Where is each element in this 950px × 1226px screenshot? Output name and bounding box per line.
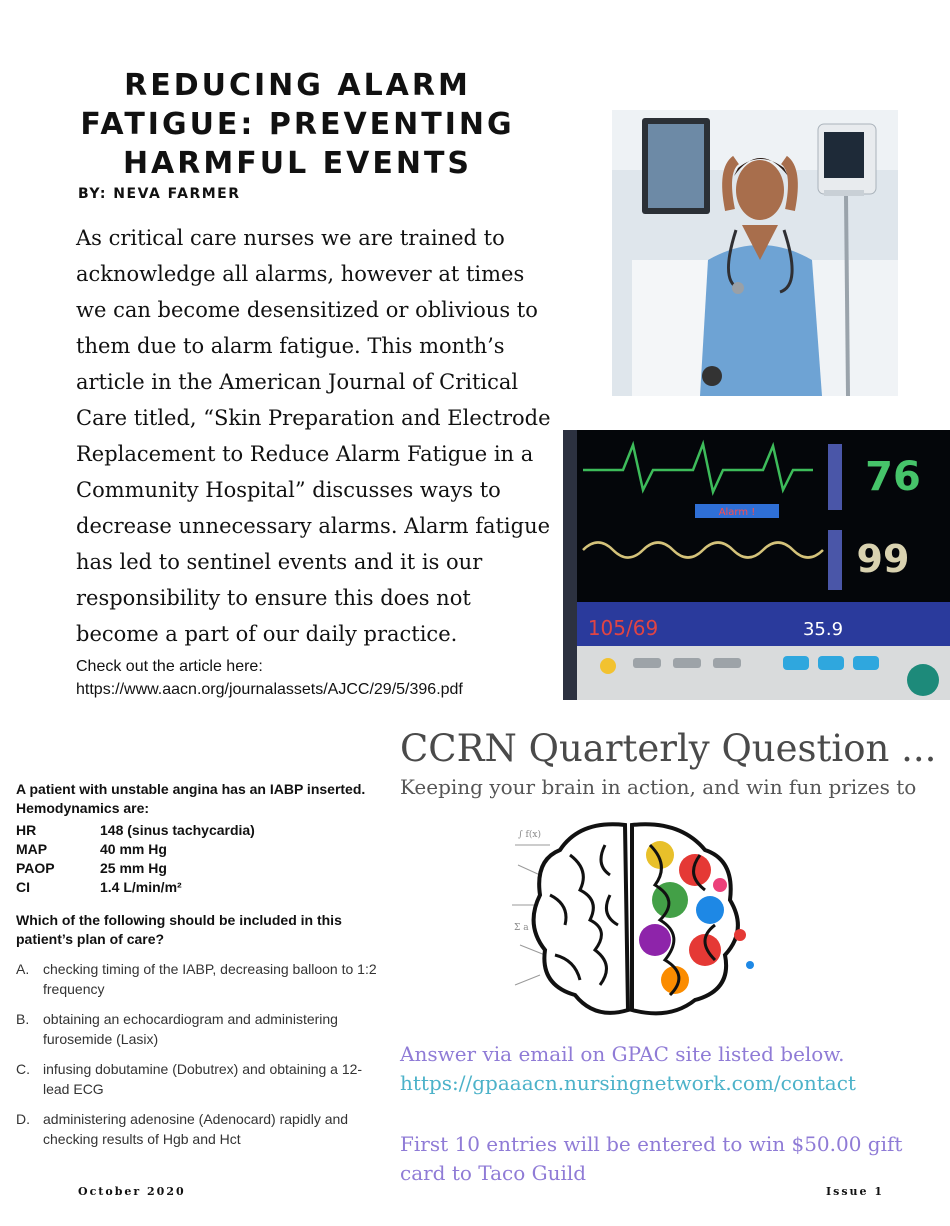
vital-label: PAOP xyxy=(16,860,55,876)
contact-link[interactable]: https://gpaaacn.nursingnetwork.com/contact xyxy=(400,1071,856,1095)
svg-text:∫ f(x): ∫ f(x) xyxy=(518,830,541,840)
check-out-label: Check out the article here: xyxy=(76,658,263,675)
option-text: checking timing of the IABP, decreasing balloon to 1:2 frequency xyxy=(43,961,377,997)
answer-option xyxy=(16,1059,386,1099)
vital-row xyxy=(16,859,386,878)
vital-label: MAP xyxy=(16,841,48,857)
vital-row xyxy=(16,840,386,859)
vital-value: 148 (sinus tachycardia) xyxy=(100,822,255,838)
footer-issue: Issue 1 xyxy=(826,1185,885,1198)
option-letter: A. xyxy=(16,961,30,977)
option-text: infusing dobutamine (Dobutrex) and obtaining a 12-lead ECG xyxy=(43,1061,363,1097)
brain-illustration xyxy=(510,815,770,1030)
option-letter: D. xyxy=(16,1111,30,1127)
vital-value: 25 mm Hg xyxy=(100,860,167,876)
article-link-block xyxy=(76,655,546,701)
option-letter: C. xyxy=(16,1061,30,1077)
answer-option xyxy=(16,959,386,999)
answer-line: Answer via email on GPAC site listed below. xyxy=(400,1042,845,1066)
quarterly-heading: CCRN Quarterly Question ... xyxy=(400,727,937,770)
option-letter: B. xyxy=(16,1011,30,1027)
vital-value: 1.4 L/min/m² xyxy=(100,879,182,895)
brain-icon xyxy=(510,815,770,1030)
vital-row xyxy=(16,821,386,840)
nurse-photo-illustration xyxy=(612,110,898,396)
article-byline: BY: NEVA FARMER xyxy=(78,186,241,202)
vital-label: HR xyxy=(16,822,37,838)
quarterly-subheading: Keeping your brain in action, and win fun prizes to xyxy=(400,775,917,799)
ccrn-question xyxy=(16,780,386,1149)
monitor-photo xyxy=(563,430,950,700)
svg-text:Σ a: Σ a xyxy=(514,923,529,933)
question-prompt: Which of the following should be included in this patient’s plan of care? xyxy=(16,912,342,947)
temp-value: 35.9 xyxy=(802,619,844,640)
article-body-paragraph: As critical care nurses we are trained to acknowledge all alarms, however at times we can become desensitized or oblivious to them due to alarm fatigue. This month’s article in the American Journal of Critical Care titled, “Skin Preparation and Electrode Replacement to Reduce Alarm Fatigue in a Community Hospital” discusses ways to decrease unnecessary alarms. Alarm fatigue has led to sentinel events and it is our responsibility to ensure this does not become a part of our daily practice. xyxy=(76,226,551,646)
answer-instructions xyxy=(400,1040,945,1098)
hr-value: 76 xyxy=(865,454,921,500)
vital-row xyxy=(16,878,386,897)
footer-date: October 2020 xyxy=(78,1185,186,1198)
article-title: REDUCING ALARM FATIGUE: PREVENTING HARMFUL EVENTS xyxy=(80,68,515,181)
option-text: obtaining an echocardiogram and administering furosemide (Lasix) xyxy=(43,1011,338,1047)
monitor-photo-illustration xyxy=(563,430,950,700)
article-body xyxy=(76,220,556,652)
spo2-value: 99 xyxy=(856,537,910,581)
nurse-photo xyxy=(612,110,898,396)
option-text: administering adenosine (Adenocard) rapidly and checking results of Hgb and Hct xyxy=(43,1111,349,1147)
nibp-value: 105/69 xyxy=(587,616,659,640)
hemodynamics-list xyxy=(16,821,386,897)
answer-option xyxy=(16,1009,386,1049)
prize-text: First 10 entries will be entered to win $50.00 gift card to Taco Guild xyxy=(400,1132,903,1185)
vital-label: CI xyxy=(16,879,30,895)
alarm-label: Alarm ! xyxy=(718,507,756,518)
answer-option xyxy=(16,1109,386,1149)
article-link[interactable]: https://www.aacn.org/journalassets/AJCC/29/5/396.pdf xyxy=(76,681,463,698)
vital-value: 40 mm Hg xyxy=(100,841,167,857)
question-intro: A patient with unstable angina has an IABP inserted. Hemodynamics are: xyxy=(16,781,366,816)
